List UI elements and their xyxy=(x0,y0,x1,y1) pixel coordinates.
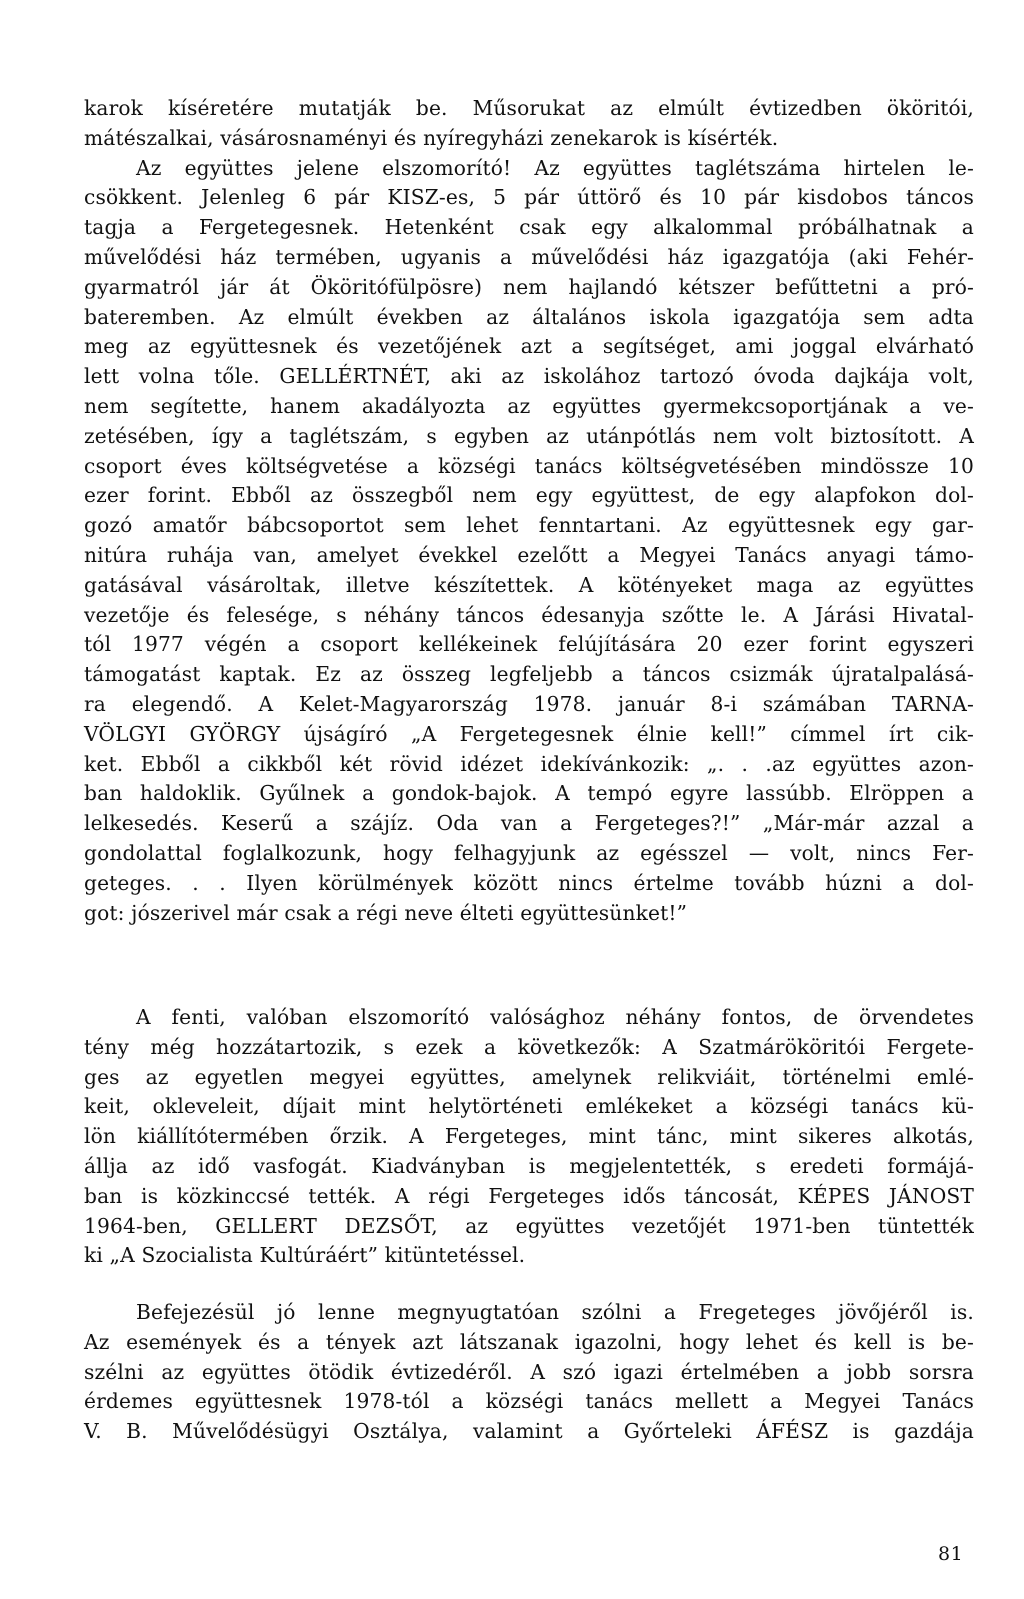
text-line: ban haldoklik. Gyűlnek a gondok-bajok. A tempó egyre lassúbb. Elröppen a xyxy=(84,781,974,806)
text-line: ges az egyetlen megyei együttes, amelynek relikviáit, történelmi emlé- xyxy=(84,1064,974,1089)
text-line: művelődési ház termében, ugyanis a művelődési ház igazgatója (aki Fehér- xyxy=(84,244,974,269)
text-line: keit, okleveleit, díjait mint helytörténeti emlékeket a községi tanács kü- xyxy=(84,1094,974,1119)
text-line: csökkent. Jelenleg 6 pár KISZ-es, 5 pár úttörő és 10 pár kisdobos táncos xyxy=(84,185,974,210)
text-line: tagja a Fergetegesnek. Hetenként csak egy alkalommal próbálhatnak a xyxy=(84,215,974,240)
text-line: érdemes együttesnek 1978-tól a községi tanács mellett a Megyei Tanács xyxy=(84,1389,974,1414)
text-line: vezetője és felesége, s néhány táncos édesanyja szőtte le. A Járási Hivatal- xyxy=(84,602,974,627)
text-line: ket. Ebből a cikkből két rövid idézet idekívánkozik: „. . .az együttes azon- xyxy=(84,751,974,776)
text-line: csoport éves költségvetése a községi tanács költségvetésében mindössze 10 xyxy=(84,453,974,478)
text-line: lett volna tőle. GELLÉRTNÉT, aki az iskolához tartozó óvoda dajkája volt, xyxy=(84,364,974,389)
text-line: gondolattal foglalkozunk, hogy felhagyjunk az egésszel — volt, nincs Fer- xyxy=(84,840,974,865)
text-line: karok kíséretére mutatják be. Műsorukat az elmúlt évtizedben ököritói, xyxy=(84,96,974,120)
text-line: A fenti, valóban elszomorító valósághoz néhány fontos, de örvendetes xyxy=(136,1005,974,1029)
text-line: támogatást kaptak. Ez az összeg legfeljebb a táncos csizmák újratalpalásá- xyxy=(84,662,974,687)
text-line: állja az idő vasfogát. Kiadványban is megjelentették, s eredeti formájá- xyxy=(84,1153,974,1178)
text-line: nitúra ruhája van, amelyet évekkel ezelőtt a Megyei Tanács anyagi támo- xyxy=(84,542,974,567)
text-line: Az együttes jelene elszomorító! Az együttes taglétszáma hirtelen le- xyxy=(136,155,974,180)
text-line: szélni az együttes ötödik évtizedéről. A szó igazi értelmében a jobb sorsra xyxy=(84,1359,974,1384)
text-line: lön kiállítótermében őrzik. A Fergeteges, mint tánc, mint sikeres alkotás, xyxy=(84,1124,974,1149)
text-line: bateremben. Az elmúlt években az általános iskola igazgatója sem adta xyxy=(84,304,974,329)
text-line: gozó amatőr bábcsoportot sem lehet fenntartani. Az együttesnek egy gar- xyxy=(84,513,974,538)
paragraph-conclusion xyxy=(84,1298,974,1447)
text-line: tól 1977 végén a csoport kellékeinek felújítására 20 ezer forint egyszeri xyxy=(84,632,974,657)
main-text-column xyxy=(84,94,974,928)
text-line: Az események és a tények azt látszanak igazolni, hogy lehet és kell is be- xyxy=(84,1329,974,1354)
text-line: got: jószerivel már csak a régi neve élteti együttesünket!” xyxy=(84,900,688,925)
text-line: ban is közkinccsé tették. A régi Fergeteges idős táncosát, KÉPES JÁNOST xyxy=(84,1183,974,1208)
paragraph-positive-facts xyxy=(84,1003,974,1271)
text-line: Befejezésül jó lenne megnyugtatóan szólni a Fregeteges jövőjéről is. xyxy=(136,1300,974,1324)
main-text-column-final xyxy=(84,1298,974,1447)
text-line: meg az együttesnek és vezetőjének azt a segítséget, ami joggal elvárható xyxy=(84,334,974,359)
text-line: ki „A Szocialista Kultúráért” kitüntetéssel. xyxy=(84,1243,526,1268)
text-line: gyarmatról jár át Ököritófülpösre) nem hajlandó kétszer befűttetni a pró- xyxy=(84,274,974,299)
text-line: ezer forint. Ebből az összegből nem egy együttest, de egy alapfokon dol- xyxy=(84,483,974,508)
text-line: geteges. . . Ilyen körülmények között nincs értelme tovább húzni a dol- xyxy=(84,870,974,895)
paragraph-ensemble-present-state xyxy=(84,154,974,929)
page-number: 81 xyxy=(938,1543,964,1565)
text-line: nem segítette, hanem akadályozta az együttes gyermekcsoportjának a ve- xyxy=(84,393,974,418)
text-line: VÖLGYI GYÖRGY újságíró „A Fergetegesnek élnie kell!” címmel írt cik- xyxy=(84,721,974,746)
text-line: V. B. Művelődésügyi Osztálya, valamint a Győrteleki ÁFÉSZ is gazdája xyxy=(84,1419,974,1444)
text-line: zetésében, így a taglétszám, s egyben az utánpótlás nem volt biztosított. A xyxy=(84,423,974,448)
text-line: gatásával vásároltak, illetve készítettek. A kötényeket maga az együttes xyxy=(84,572,974,597)
paragraph-ensemble-accompaniment xyxy=(84,94,974,154)
text-line: 1964-ben, GELLERT DEZSŐT, az együttes vezetőjét 1971-ben tüntették xyxy=(84,1213,974,1238)
text-line: ra elegendő. A Kelet-Magyarország 1978. január 8-i számában TARNA- xyxy=(84,691,974,716)
main-text-column-continued xyxy=(84,1003,974,1271)
text-line: lelkesedés. Keserű a szájíz. Oda van a Fergeteges?!” „Már-már azzal a xyxy=(84,811,974,836)
text-line: tény még hozzátartozik, s ezek a következők: A Szatmárököritói Fergete- xyxy=(84,1034,974,1059)
text-line: mátészalkai, vásárosnaményi és nyíregyházi zenekarok is kísérték. xyxy=(84,125,779,150)
